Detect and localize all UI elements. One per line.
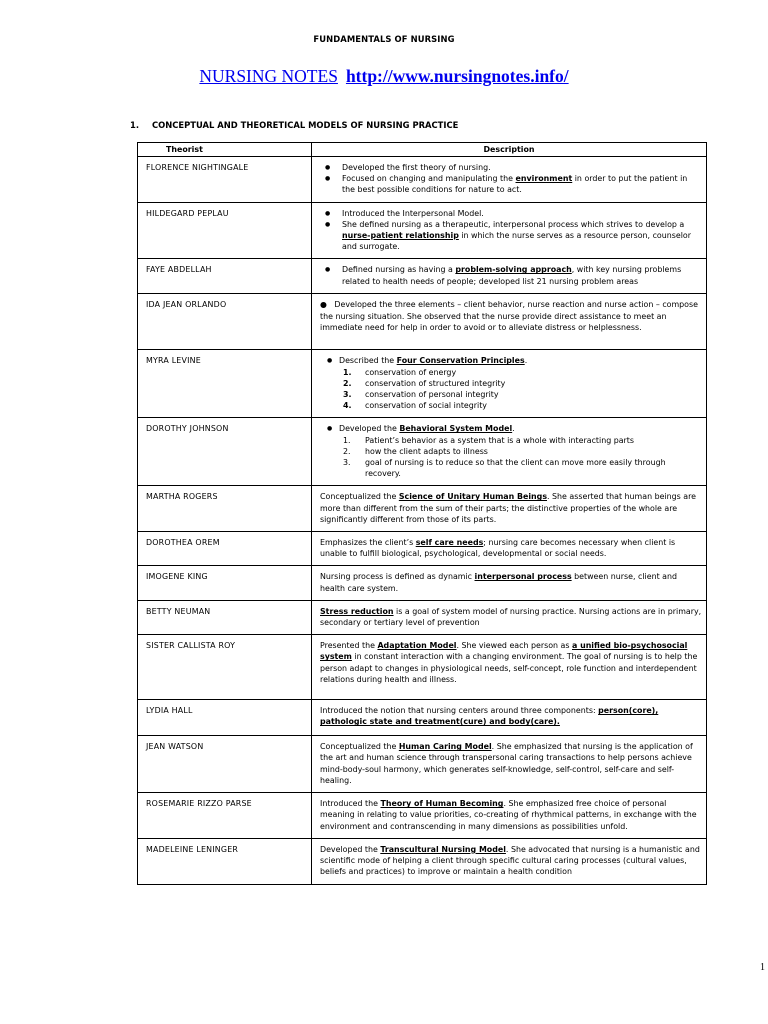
key-term: problem-solving approach bbox=[455, 265, 572, 275]
theorist-name: DOROTHY JOHNSON bbox=[138, 418, 312, 486]
theorist-description bbox=[312, 418, 707, 486]
numbered-item: 2. how the client adapts to illness bbox=[343, 446, 488, 456]
table-row bbox=[138, 635, 707, 700]
theorist-description: Developed the Transcultural Nursing Model. She advocated that nursing is a humanistic and scientific mode of helping a client through specific cultural caring processes (cultural values, beliefs and practices) to improve or maintain a health condition bbox=[312, 838, 707, 884]
column-header-description: Description bbox=[312, 143, 707, 157]
description-bullet: ● Defined nursing as having a problem-solving approach, with key nursing problems related to health needs of people; developed list 21 nursing problem areas bbox=[325, 264, 702, 286]
theorist-name: DOROTHEA OREM bbox=[138, 532, 312, 566]
key-term: interpersonal process bbox=[474, 572, 572, 582]
key-term: person(core), pathologic state and treatment(cure) and body(care). bbox=[320, 706, 659, 727]
column-header-theorist: Theorist bbox=[138, 143, 312, 157]
key-term: Transcultural Nursing Model bbox=[380, 844, 506, 854]
theorist-name: HILDEGARD PEPLAU bbox=[138, 202, 312, 259]
table-row bbox=[138, 700, 707, 736]
theorist-description: Nursing process is defined as dynamic interpersonal process between nurse, client and health care system. bbox=[312, 566, 707, 600]
page-header: FUNDAMENTALS OF NURSING bbox=[313, 34, 455, 44]
table-row bbox=[138, 736, 707, 793]
description-bullet: ● Described the Four Conservation Principles. bbox=[327, 355, 702, 366]
table-row bbox=[138, 418, 707, 486]
theorist-description: Introduced the notion that nursing centers around three components: person(core), pathologic state and treatment(cure) and body(care). bbox=[312, 700, 707, 736]
numbered-item: 2. conservation of structured integrity bbox=[343, 378, 506, 388]
numbered-item: 4. conservation of social integrity bbox=[343, 401, 487, 411]
key-term: Adaptation Model bbox=[377, 641, 457, 651]
theorist-description bbox=[312, 259, 707, 294]
description-bullet: ● Developed the first theory of nursing. bbox=[325, 162, 702, 173]
site-url[interactable]: http://www.nursingnotes.info/ bbox=[345, 66, 569, 86]
table-row bbox=[138, 259, 707, 294]
description-bullet: ● Introduced the Interpersonal Model. bbox=[325, 208, 702, 219]
description-bullet: ● Developed the Behavioral System Model. bbox=[327, 423, 702, 434]
table-row bbox=[138, 294, 707, 350]
key-term: Four Conservation Principles bbox=[396, 356, 525, 366]
description-bullet: ● Focused on changing and manipulating the environment in order to put the patient in the best possible conditions for nature to act. bbox=[325, 173, 702, 195]
key-term: Science of Unitary Human Beings bbox=[398, 492, 548, 502]
key-term: a unified bio-psychosocial system bbox=[320, 641, 688, 662]
theorist-name: MARTHA ROGERS bbox=[138, 486, 312, 532]
theorist-description: Presented the Adaptation Model. She viewed each person as a unified bio-psychosocial system in constant interaction with a changing environment. The goal of nursing is to help the person adapt to changes in physiological needs, self-concept, role function and interdependent relations during health and illness. bbox=[312, 635, 707, 700]
numbered-item: 3. goal of nursing is to reduce so that the client can move more easily through recovery. bbox=[343, 458, 666, 479]
table-row bbox=[138, 566, 707, 600]
section-number: 1. bbox=[130, 120, 140, 130]
theorist-description: Conceptualized the Human Caring Model. She emphasized that nursing is the application of the art and human science through transpersonal caring transactions to help persons achieve mind-body-soul harmony, which generates self-knowledge, self-control, self-care and self-healing. bbox=[312, 736, 707, 793]
theorist-name: FAYE ABDELLAH bbox=[138, 259, 312, 294]
key-term: Human Caring Model bbox=[398, 742, 492, 752]
table-row bbox=[138, 350, 707, 418]
key-term: Stress reduction bbox=[320, 606, 394, 616]
theorist-description bbox=[312, 294, 707, 350]
table-row bbox=[138, 202, 707, 259]
table-row bbox=[138, 532, 707, 566]
site-banner-link[interactable] bbox=[0, 66, 768, 87]
key-term: self care needs bbox=[415, 538, 484, 548]
theorist-description: Introduced the Theory of Human Becoming. She emphasized free choice of personal meaning in relating to value priorities, co-creating of rhythmical patterns, in exchange with the environment and contranscending in many dimensions as possibilities unfold. bbox=[312, 793, 707, 839]
site-name[interactable]: NURSING NOTES bbox=[199, 66, 338, 86]
table-row bbox=[138, 600, 707, 634]
section-title: CONCEPTUAL AND THEORETICAL MODELS OF NURSING PRACTICE bbox=[152, 120, 459, 130]
theorist-description bbox=[312, 157, 707, 203]
theorist-name: MADELEINE LENINGER bbox=[138, 838, 312, 884]
theorist-name: SISTER CALLISTA ROY bbox=[138, 635, 312, 700]
theorist-name: LYDIA HALL bbox=[138, 700, 312, 736]
table-row bbox=[138, 793, 707, 839]
theorist-name: JEAN WATSON bbox=[138, 736, 312, 793]
theorist-name: FLORENCE NIGHTINGALE bbox=[138, 157, 312, 203]
theorist-name: BETTY NEUMAN bbox=[138, 600, 312, 634]
page-number: 1 bbox=[760, 962, 765, 973]
theorist-name: MYRA LEVINE bbox=[138, 350, 312, 418]
description-bullet: ● She defined nursing as a therapeutic, interpersonal process which strives to develop a nurse-patient relationship in which the nurse serves as a resource person, counselor and surrogate. bbox=[325, 219, 702, 253]
key-term: nurse-patient relationship bbox=[342, 231, 459, 241]
table-row bbox=[138, 486, 707, 532]
theorist-name: IDA JEAN ORLANDO bbox=[138, 294, 312, 350]
theorist-description: Emphasizes the client’s self care needs; nursing care becomes necessary when client is unable to fulfill biological, psychological, developmental or social needs. bbox=[312, 532, 707, 566]
key-term: environment bbox=[515, 174, 573, 184]
table-header-row bbox=[138, 143, 707, 157]
theorists-table bbox=[137, 142, 707, 885]
table-row bbox=[138, 838, 707, 884]
section-heading bbox=[130, 120, 458, 130]
key-term: Behavioral System Model bbox=[399, 424, 513, 434]
theorist-description: Conceptualized the Science of Unitary Human Beings. She asserted that human beings are more than different from the sum of their parts; the distinctive properties of the whole are significantly different from those of its parts. bbox=[312, 486, 707, 532]
numbered-item: 3. conservation of personal integrity bbox=[343, 390, 499, 400]
theorist-description bbox=[312, 350, 707, 418]
table-row bbox=[138, 157, 707, 203]
key-term: Theory of Human Becoming bbox=[380, 799, 504, 809]
theorist-description: Stress reduction is a goal of system model of nursing practice. Nursing actions are in primary, secondary or tertiary level of prevention bbox=[312, 600, 707, 634]
numbered-item: 1. conservation of energy bbox=[343, 367, 457, 377]
theorist-name: ROSEMARIE RIZZO PARSE bbox=[138, 793, 312, 839]
numbered-item: 1. Patient’s behavior as a system that is a whole with interacting parts bbox=[343, 435, 635, 445]
theorist-description bbox=[312, 202, 707, 259]
description-text: ● Developed the three elements – client behavior, nurse reaction and nurse action – compose the nursing situation. She observed that the nurse provide direct assistance to meet an immediate need for help in order to avoid or to alleviate distress or helplessness. bbox=[320, 300, 698, 332]
theorist-name: IMOGENE KING bbox=[138, 566, 312, 600]
